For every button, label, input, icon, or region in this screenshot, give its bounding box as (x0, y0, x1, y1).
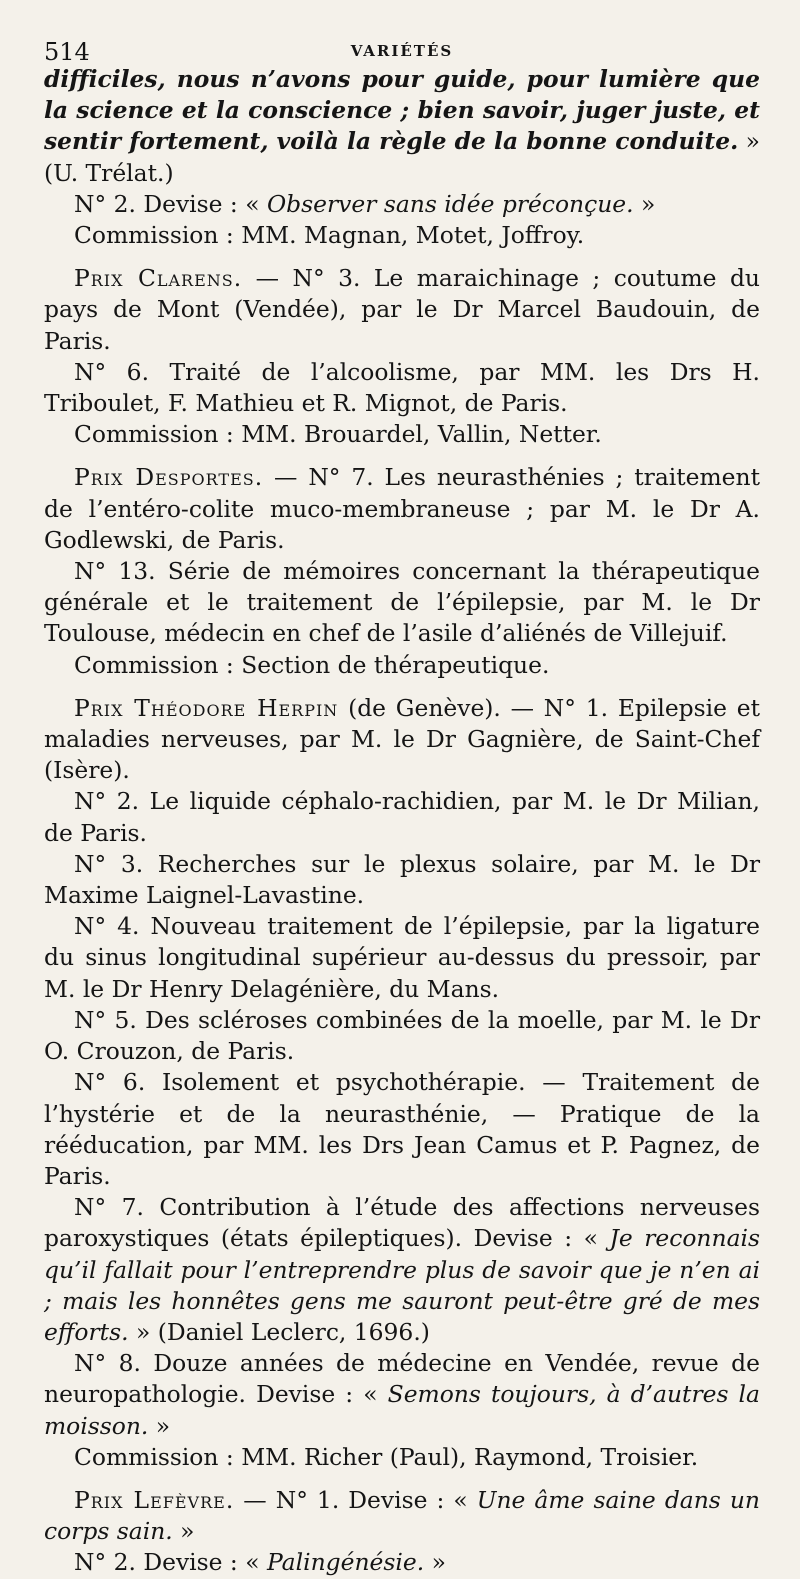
text-segment: » (172, 1517, 195, 1546)
text-segment: Une âme saine dans un corps sain. (44, 1485, 760, 1546)
paragraph-p15 (44, 1067, 760, 1192)
text-segment: N° 8. Douze années de médecine en Vendée, revue de neuropathologie. Devise : « (44, 1349, 760, 1409)
paragraph-p19 (44, 1485, 760, 1547)
text-segment: » (424, 1548, 446, 1577)
text-segment: N° 3. Recherches sur le plexus solaire, par M. le Dr Maxime Laignel-Lavastine. (44, 849, 760, 910)
text-segment: N° 2. Le liquide céphalo-rachidien, par M. le Dr Milian, de Paris. (44, 787, 760, 847)
paragraph-p11 (44, 786, 760, 848)
paragraph-p12 (44, 849, 760, 911)
text-segment: — N° 3. Le maraichinage ; coutume du pays de Mont (Vendée), par le Dr Marcel Baudouin, de Paris. (44, 264, 760, 355)
text-segment: N° 2. Devise : « (74, 1548, 267, 1577)
text-segment: Commission : MM. Richer (Paul), Raymond, Troisier. (74, 1442, 699, 1471)
text-segment: N° 4. Nouveau traitement de l’épilepsie, par la ligature du sinus longitudinal supérieur au-dessus du pressoir, par M. le Dr Henry Delagénière, du Mans. (44, 912, 760, 1003)
body-text (44, 64, 760, 1579)
text-segment: Prix Lefèvre. (74, 1485, 235, 1514)
text-segment: Prix Desportes. (74, 463, 264, 492)
text-segment: » (Daniel Leclerc, 1696.) (128, 1317, 430, 1346)
paragraph-p8 (44, 556, 760, 650)
text-segment: difficiles, nous n’avons pour guide, pour lumière que la science et la conscience ; bien savoir, juger juste, et sentir fortement, voilà la règle de la bonne conduite. (44, 65, 760, 156)
text-segment: N° 6. Isolement et psychothérapie. — Traitement de l’hystérie et de la neurasthénie, — Pratique de la rééducation, par MM. les Drs Jean Camus et P. Pagnez, de Paris. (44, 1068, 760, 1190)
text-segment: N° 7. Contribution à l’étude des affections nerveuses paroxystiques (états épileptiques). Devise : « (44, 1193, 760, 1253)
text-segment: (de Genève). — N° 1. Epilepsie et maladies nerveuses, par M. le Dr Gagnière, de Saint-Chef (Isère). (44, 693, 760, 785)
paragraph-p13 (44, 911, 760, 1005)
text-segment: — N° 1. Devise : « (234, 1485, 477, 1514)
paragraph-p6 (44, 419, 760, 450)
paragraph-p1 (44, 64, 760, 189)
page-number: 514 (44, 38, 90, 66)
text-segment: N° 2. Devise : « (74, 189, 267, 218)
text-segment: Commission : MM. Brouardel, Vallin, Netter. (74, 420, 602, 449)
paragraph-p3 (44, 220, 760, 251)
text-segment: Observer sans idée préconçue. (266, 189, 634, 218)
text-segment: Commission : MM. Magnan, Motet, Joffroy. (74, 221, 585, 250)
paragraph-p5 (44, 357, 760, 419)
paragraph-p20 (44, 1547, 760, 1578)
text-segment: Commission : Section de thérapeutique. (74, 650, 550, 679)
paragraph-p10 (44, 693, 760, 787)
text-segment: Je reconnais qu’il fallait pour l’entreprendre plus de savoir que je n’en ai ; mais les honnêtes gens me sauront peut-être gré de mes efforts. (44, 1224, 760, 1346)
running-title: VARIÉTÉS (350, 42, 454, 60)
text-segment: N° 13. Série de mémoires concernant la thérapeutique générale et le traitement de l’épilepsie, par M. le Dr Toulouse, médecin en chef de l’asile d’aliénés de Villejuif. (44, 557, 760, 648)
paragraph-p4 (44, 263, 760, 357)
text-segment: Semons toujours, à d’autres la moisson. (44, 1380, 760, 1440)
text-segment: N° 5. Des scléroses combinées de la moelle, par M. le Dr O. Crouzon, de Paris. (44, 1005, 760, 1066)
text-segment: Prix Clarens. (74, 264, 243, 293)
paragraph-p7 (44, 462, 760, 556)
text-segment: Palingénésie. (266, 1548, 425, 1577)
text-segment: » (633, 189, 656, 218)
paragraph-p9 (44, 650, 760, 681)
paragraph-p2 (44, 189, 760, 220)
text-segment: — N° 7. Les neurasthénies ; traitement de l’entéro-colite muco-membraneuse ; par M. le Dr A. Godlewski, de Paris. (44, 463, 760, 554)
paragraph-p14 (44, 1005, 760, 1067)
text-segment: » (148, 1411, 171, 1440)
paragraph-p17 (44, 1348, 760, 1442)
text-segment: » (U. Trélat.) (44, 127, 760, 187)
paragraph-p16 (44, 1192, 760, 1348)
text-segment: Prix Théodore Herpin (74, 693, 339, 722)
paragraph-p18 (44, 1442, 760, 1473)
running-header (44, 30, 760, 64)
text-segment: N° 6. Traité de l’alcoolisme, par MM. les Drs H. Triboulet, F. Mathieu et R. Mignot, de Paris. (44, 357, 760, 418)
